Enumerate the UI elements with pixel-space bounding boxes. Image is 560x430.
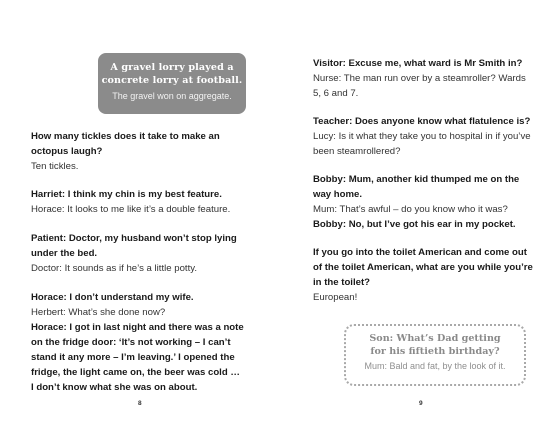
joke-line: Patient: Doctor, my husband won’t stop lying [31,233,237,244]
joke-callout-box [98,53,246,114]
joke-line: in the toilet? [313,277,371,288]
joke-line: under the bed. [31,248,98,259]
joke-line: European! [313,292,358,303]
joke-line: Horace: It looks to me like it’s a double feature. [31,204,231,215]
joke-line: on the fridge door: ‘It’s not working – I can’t [31,337,231,348]
joke-line: way home. [313,189,363,200]
joke-block [31,187,271,217]
joke-line: Bobby: No, but I’ve got his ear in my pocket. [313,219,516,230]
joke-callout-box [344,324,526,386]
joke-line: Bobby: Mum, another kid thumped me on the [313,174,520,185]
joke-block [313,114,553,159]
joke-line: Doctor: It sounds as if he’s a little potty. [31,263,198,274]
joke-line: Mum: That’s awful – do you know who it was? [313,204,508,215]
joke-line: Ten tickles. [31,161,79,172]
joke-line: stand it any more – I’m leaving.’ I opened the [31,352,235,363]
joke-line: fridge, the light came on, the beer was cold … [31,367,240,378]
joke-line: I don’t know what she was on about. [31,382,198,393]
joke-block [313,172,553,232]
page-number: 9 [419,400,423,407]
joke-line: Nurse: The man run over by a steamroller? Wards [313,73,526,84]
joke-line: been steamrollered? [313,146,401,157]
joke-line: Herbert: What’s she done now? [31,307,166,318]
joke-line: Harriet: I think my chin is my best feature. [31,189,222,200]
joke-line: 5, 6 and 7. [313,88,359,99]
joke-block [31,129,271,174]
callout-heading-line: Son: What’s Dad getting [369,333,501,344]
joke-line: of the toilet American, what are you while you’re [313,262,533,273]
joke-line: Teacher: Does anyone know what flatulence is? [313,116,531,127]
callout-punchline: The gravel won on aggregate. [112,91,232,101]
callout-heading-line: for his fiftieth birthday? [370,346,500,357]
callout-heading-line: A gravel lorry played a [110,62,234,73]
joke-block [31,290,271,395]
joke-block [313,245,553,305]
page-number: 8 [138,400,142,407]
joke-line: Lucy: Is it what they take you to hospital in if you’ve [313,131,531,142]
joke-line: How many tickles does it take to make an [31,131,220,142]
joke-line: Horace: I got in last night and there was a note [31,322,244,333]
joke-line: Horace: I don’t understand my wife. [31,292,194,303]
callout-heading-line: concrete lorry at football. [101,75,243,86]
joke-line: octopus laugh? [31,146,103,157]
joke-line: If you go into the toilet American and come out [313,247,527,258]
joke-block [31,231,271,276]
joke-block [313,56,553,101]
callout-punchline: Mum: Bald and fat, by the look of it. [364,361,506,371]
joke-line: Visitor: Excuse me, what ward is Mr Smith in? [313,58,523,69]
